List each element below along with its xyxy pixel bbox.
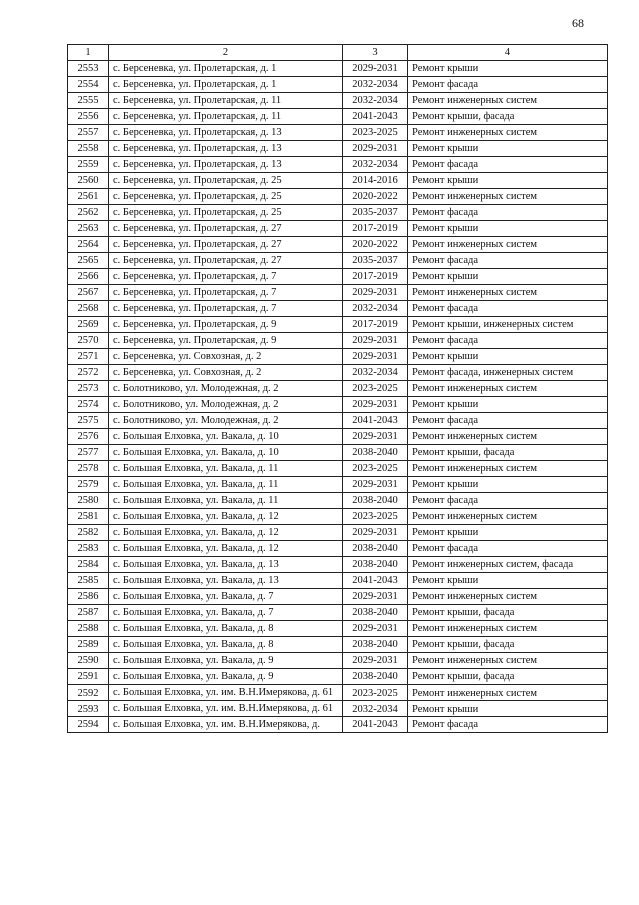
address-cell: с. Большая Елховка, ул. Вакала, д. 12 — [109, 541, 343, 557]
address-cell: с. Большая Елховка, ул. Вакала, д. 8 — [109, 621, 343, 637]
work-type-cell: Ремонт крыши — [408, 477, 608, 493]
table-row — [68, 589, 608, 605]
period-cell: 2038-2040 — [343, 493, 408, 509]
address-cell: с. Берсеневка, ул. Совхозная, д. 2 — [109, 349, 343, 365]
header-col-3: 3 — [343, 45, 408, 61]
row-number-cell: 2573 — [68, 381, 109, 397]
work-type-cell: Ремонт крыши, фасада — [408, 445, 608, 461]
row-number-cell: 2569 — [68, 317, 109, 333]
row-number-cell: 2594 — [68, 717, 109, 733]
row-number-cell: 2557 — [68, 125, 109, 141]
row-number-cell: 2566 — [68, 269, 109, 285]
period-cell: 2023-2025 — [343, 381, 408, 397]
row-number-cell: 2591 — [68, 669, 109, 685]
table-row — [68, 429, 608, 445]
period-cell: 2014-2016 — [343, 173, 408, 189]
work-type-cell: Ремонт инженерных систем — [408, 237, 608, 253]
work-type-cell: Ремонт инженерных систем — [408, 93, 608, 109]
table-row — [68, 573, 608, 589]
period-cell: 2041-2043 — [343, 109, 408, 125]
work-type-cell: Ремонт крыши, фасада — [408, 605, 608, 621]
table-row — [68, 557, 608, 573]
work-type-cell: Ремонт крыши, фасада — [408, 669, 608, 685]
page-number: 68 — [572, 16, 584, 30]
work-type-cell: Ремонт фасада — [408, 301, 608, 317]
table-row — [68, 157, 608, 173]
period-cell: 2029-2031 — [343, 429, 408, 445]
table-row — [68, 237, 608, 253]
row-number-cell: 2568 — [68, 301, 109, 317]
row-number-cell: 2588 — [68, 621, 109, 637]
period-cell: 2029-2031 — [343, 285, 408, 301]
row-number-cell: 2560 — [68, 173, 109, 189]
work-type-cell: Ремонт крыши, фасада — [408, 109, 608, 125]
address-cell: с. Большая Елховка, ул. Вакала, д. 9 — [109, 669, 343, 685]
period-cell: 2035-2037 — [343, 253, 408, 269]
work-type-cell: Ремонт фасада — [408, 541, 608, 557]
address-cell: с. Берсеневка, ул. Пролетарская, д. 27 — [109, 237, 343, 253]
work-type-cell: Ремонт инженерных систем — [408, 461, 608, 477]
address-cell: с. Большая Елховка, ул. Вакала, д. 7 — [109, 605, 343, 621]
address-cell: с. Берсеневка, ул. Пролетарская, д. 13 — [109, 141, 343, 157]
table-row — [68, 445, 608, 461]
table-row — [68, 477, 608, 493]
table-row — [68, 637, 608, 653]
table-row — [68, 317, 608, 333]
row-number-cell: 2574 — [68, 397, 109, 413]
address-cell: с. Большая Елховка, ул. им. В.Н.Имерякова, д. — [109, 717, 343, 733]
row-number-cell: 2553 — [68, 61, 109, 77]
address-cell: с. Берсеневка, ул. Совхозная, д. 2 — [109, 365, 343, 381]
work-type-cell: Ремонт крыши — [408, 269, 608, 285]
address-cell: с. Берсеневка, ул. Пролетарская, д. 25 — [109, 189, 343, 205]
work-type-cell: Ремонт инженерных систем — [408, 189, 608, 205]
address-cell: с. Берсеневка, ул. Пролетарская, д. 7 — [109, 269, 343, 285]
table-row — [68, 509, 608, 525]
table-row — [68, 205, 608, 221]
header-col-4: 4 — [408, 45, 608, 61]
address-cell: с. Берсеневка, ул. Пролетарская, д. 9 — [109, 333, 343, 349]
period-cell: 2032-2034 — [343, 77, 408, 93]
address-cell: с. Большая Елховка, ул. Вакала, д. 13 — [109, 573, 343, 589]
work-type-cell: Ремонт инженерных систем — [408, 125, 608, 141]
address-cell: с. Берсеневка, ул. Пролетарская, д. 13 — [109, 157, 343, 173]
address-cell: с. Берсеневка, ул. Пролетарская, д. 27 — [109, 221, 343, 237]
period-cell: 2020-2022 — [343, 237, 408, 253]
table-row — [68, 669, 608, 685]
address-cell: с. Берсеневка, ул. Пролетарская, д. 25 — [109, 205, 343, 221]
work-type-cell: Ремонт крыши — [408, 397, 608, 413]
row-number-cell: 2579 — [68, 477, 109, 493]
period-cell: 2038-2040 — [343, 541, 408, 557]
table-row — [68, 141, 608, 157]
address-cell: с. Большая Елховка, ул. Вакала, д. 11 — [109, 477, 343, 493]
address-cell: с. Большая Елховка, ул. Вакала, д. 13 — [109, 557, 343, 573]
address-cell: с. Большая Елховка, ул. им. В.Н.Имерякова, д. 61 — [109, 701, 343, 717]
address-cell: с. Берсеневка, ул. Пролетарская, д. 11 — [109, 93, 343, 109]
work-type-cell: Ремонт крыши, фасада — [408, 637, 608, 653]
work-type-cell: Ремонт инженерных систем, фасада — [408, 557, 608, 573]
row-number-cell: 2561 — [68, 189, 109, 205]
period-cell: 2038-2040 — [343, 669, 408, 685]
row-number-cell: 2565 — [68, 253, 109, 269]
address-cell: с. Берсеневка, ул. Пролетарская, д. 25 — [109, 173, 343, 189]
period-cell: 2023-2025 — [343, 685, 408, 701]
work-type-cell: Ремонт инженерных систем — [408, 429, 608, 445]
row-number-cell: 2564 — [68, 237, 109, 253]
period-cell: 2023-2025 — [343, 509, 408, 525]
work-type-cell: Ремонт крыши — [408, 221, 608, 237]
address-cell: с. Большая Елховка, ул. Вакала, д. 12 — [109, 509, 343, 525]
row-number-cell: 2584 — [68, 557, 109, 573]
work-type-cell: Ремонт фасада — [408, 333, 608, 349]
period-cell: 2029-2031 — [343, 621, 408, 637]
row-number-cell: 2577 — [68, 445, 109, 461]
address-cell: с. Большая Елховка, ул. Вакала, д. 10 — [109, 429, 343, 445]
work-type-cell: Ремонт инженерных систем — [408, 621, 608, 637]
table-row — [68, 61, 608, 77]
table-row — [68, 77, 608, 93]
table-row — [68, 285, 608, 301]
table-row — [68, 461, 608, 477]
header-col-2: 2 — [109, 45, 343, 61]
table-header-row — [68, 45, 608, 61]
work-type-cell: Ремонт крыши, инженерных систем — [408, 317, 608, 333]
row-number-cell: 2572 — [68, 365, 109, 381]
period-cell: 2032-2034 — [343, 301, 408, 317]
table-row — [68, 653, 608, 669]
row-number-cell: 2567 — [68, 285, 109, 301]
period-cell: 2041-2043 — [343, 573, 408, 589]
period-cell: 2029-2031 — [343, 333, 408, 349]
table-row — [68, 173, 608, 189]
row-number-cell: 2583 — [68, 541, 109, 557]
work-type-cell: Ремонт фасада — [408, 253, 608, 269]
row-number-cell: 2563 — [68, 221, 109, 237]
address-cell: с. Болотниково, ул. Молодежная, д. 2 — [109, 397, 343, 413]
row-number-cell: 2575 — [68, 413, 109, 429]
period-cell: 2029-2031 — [343, 61, 408, 77]
work-type-cell: Ремонт фасада — [408, 717, 608, 733]
period-cell: 2035-2037 — [343, 205, 408, 221]
period-cell: 2029-2031 — [343, 477, 408, 493]
period-cell: 2017-2019 — [343, 269, 408, 285]
period-cell: 2032-2034 — [343, 93, 408, 109]
address-cell: с. Болотниково, ул. Молодежная, д. 2 — [109, 381, 343, 397]
work-type-cell: Ремонт крыши — [408, 701, 608, 717]
work-type-cell: Ремонт фасада — [408, 157, 608, 173]
period-cell: 2029-2031 — [343, 397, 408, 413]
address-cell: с. Большая Елховка, ул. Вакала, д. 11 — [109, 461, 343, 477]
period-cell: 2038-2040 — [343, 445, 408, 461]
table-row — [68, 189, 608, 205]
table-row — [68, 493, 608, 509]
row-number-cell: 2559 — [68, 157, 109, 173]
table-row — [68, 701, 608, 717]
table-row — [68, 333, 608, 349]
work-type-cell: Ремонт инженерных систем — [408, 589, 608, 605]
table-row — [68, 541, 608, 557]
row-number-cell: 2576 — [68, 429, 109, 445]
period-cell: 2029-2031 — [343, 589, 408, 605]
table-row — [68, 125, 608, 141]
row-number-cell: 2558 — [68, 141, 109, 157]
header-col-1: 1 — [68, 45, 109, 61]
work-type-cell: Ремонт фасада — [408, 493, 608, 509]
table-row — [68, 221, 608, 237]
row-number-cell: 2593 — [68, 701, 109, 717]
table-row — [68, 525, 608, 541]
row-number-cell: 2585 — [68, 573, 109, 589]
address-cell: с. Берсеневка, ул. Пролетарская, д. 13 — [109, 125, 343, 141]
table-row — [68, 685, 608, 701]
work-type-cell: Ремонт инженерных систем — [408, 381, 608, 397]
table-row — [68, 397, 608, 413]
table-row — [68, 269, 608, 285]
address-cell: с. Большая Елховка, ул. Вакала, д. 11 — [109, 493, 343, 509]
row-number-cell: 2562 — [68, 205, 109, 221]
period-cell: 2023-2025 — [343, 125, 408, 141]
table-row — [68, 605, 608, 621]
address-cell: с. Берсеневка, ул. Пролетарская, д. 11 — [109, 109, 343, 125]
period-cell: 2017-2019 — [343, 317, 408, 333]
table-row — [68, 109, 608, 125]
work-type-cell: Ремонт инженерных систем — [408, 653, 608, 669]
work-type-cell: Ремонт крыши — [408, 573, 608, 589]
work-type-cell: Ремонт инженерных систем — [408, 285, 608, 301]
address-cell: с. Берсеневка, ул. Пролетарская, д. 1 — [109, 61, 343, 77]
work-type-cell: Ремонт крыши — [408, 349, 608, 365]
address-cell: с. Большая Елховка, ул. Вакала, д. 9 — [109, 653, 343, 669]
row-number-cell: 2578 — [68, 461, 109, 477]
table-row — [68, 365, 608, 381]
period-cell: 2023-2025 — [343, 461, 408, 477]
row-number-cell: 2587 — [68, 605, 109, 621]
period-cell: 2032-2034 — [343, 157, 408, 173]
period-cell: 2038-2040 — [343, 557, 408, 573]
table-row — [68, 253, 608, 269]
row-number-cell: 2581 — [68, 509, 109, 525]
work-type-cell: Ремонт крыши — [408, 61, 608, 77]
work-type-cell: Ремонт крыши — [408, 173, 608, 189]
period-cell: 2038-2040 — [343, 605, 408, 621]
address-cell: с. Большая Елховка, ул. Вакала, д. 7 — [109, 589, 343, 605]
address-cell: с. Берсеневка, ул. Пролетарская, д. 1 — [109, 77, 343, 93]
period-cell: 2029-2031 — [343, 141, 408, 157]
table-row — [68, 93, 608, 109]
work-type-cell: Ремонт фасада — [408, 205, 608, 221]
work-type-cell: Ремонт фасада, инженерных систем — [408, 365, 608, 381]
row-number-cell: 2589 — [68, 637, 109, 653]
address-cell: с. Берсеневка, ул. Пролетарская, д. 7 — [109, 285, 343, 301]
table-row — [68, 621, 608, 637]
row-number-cell: 2555 — [68, 93, 109, 109]
table-row — [68, 349, 608, 365]
address-cell: с. Берсеневка, ул. Пролетарская, д. 9 — [109, 317, 343, 333]
address-cell: с. Большая Елховка, ул. Вакала, д. 8 — [109, 637, 343, 653]
period-cell: 2038-2040 — [343, 637, 408, 653]
address-cell: с. Большая Елховка, ул. им. В.Н.Имерякова, д. 61 — [109, 685, 343, 701]
period-cell: 2020-2022 — [343, 189, 408, 205]
row-number-cell: 2590 — [68, 653, 109, 669]
period-cell: 2041-2043 — [343, 717, 408, 733]
work-type-cell: Ремонт фасада — [408, 413, 608, 429]
period-cell: 2032-2034 — [343, 365, 408, 381]
row-number-cell: 2571 — [68, 349, 109, 365]
work-type-cell: Ремонт фасада — [408, 77, 608, 93]
row-number-cell: 2586 — [68, 589, 109, 605]
row-number-cell: 2580 — [68, 493, 109, 509]
period-cell: 2029-2031 — [343, 653, 408, 669]
row-number-cell: 2592 — [68, 685, 109, 701]
period-cell: 2029-2031 — [343, 349, 408, 365]
address-cell: с. Берсеневка, ул. Пролетарская, д. 27 — [109, 253, 343, 269]
row-number-cell: 2582 — [68, 525, 109, 541]
row-number-cell: 2570 — [68, 333, 109, 349]
period-cell: 2029-2031 — [343, 525, 408, 541]
address-cell: с. Большая Елховка, ул. Вакала, д. 12 — [109, 525, 343, 541]
table-row — [68, 717, 608, 733]
work-type-cell: Ремонт крыши — [408, 141, 608, 157]
address-cell: с. Болотниково, ул. Молодежная, д. 2 — [109, 413, 343, 429]
row-number-cell: 2554 — [68, 77, 109, 93]
work-type-cell: Ремонт инженерных систем — [408, 685, 608, 701]
table-row — [68, 413, 608, 429]
table-row — [68, 301, 608, 317]
row-number-cell: 2556 — [68, 109, 109, 125]
repair-schedule-table — [67, 44, 608, 733]
address-cell: с. Большая Елховка, ул. Вакала, д. 10 — [109, 445, 343, 461]
work-type-cell: Ремонт инженерных систем — [408, 509, 608, 525]
period-cell: 2032-2034 — [343, 701, 408, 717]
address-cell: с. Берсеневка, ул. Пролетарская, д. 7 — [109, 301, 343, 317]
period-cell: 2017-2019 — [343, 221, 408, 237]
table-row — [68, 381, 608, 397]
period-cell: 2041-2043 — [343, 413, 408, 429]
work-type-cell: Ремонт крыши — [408, 525, 608, 541]
